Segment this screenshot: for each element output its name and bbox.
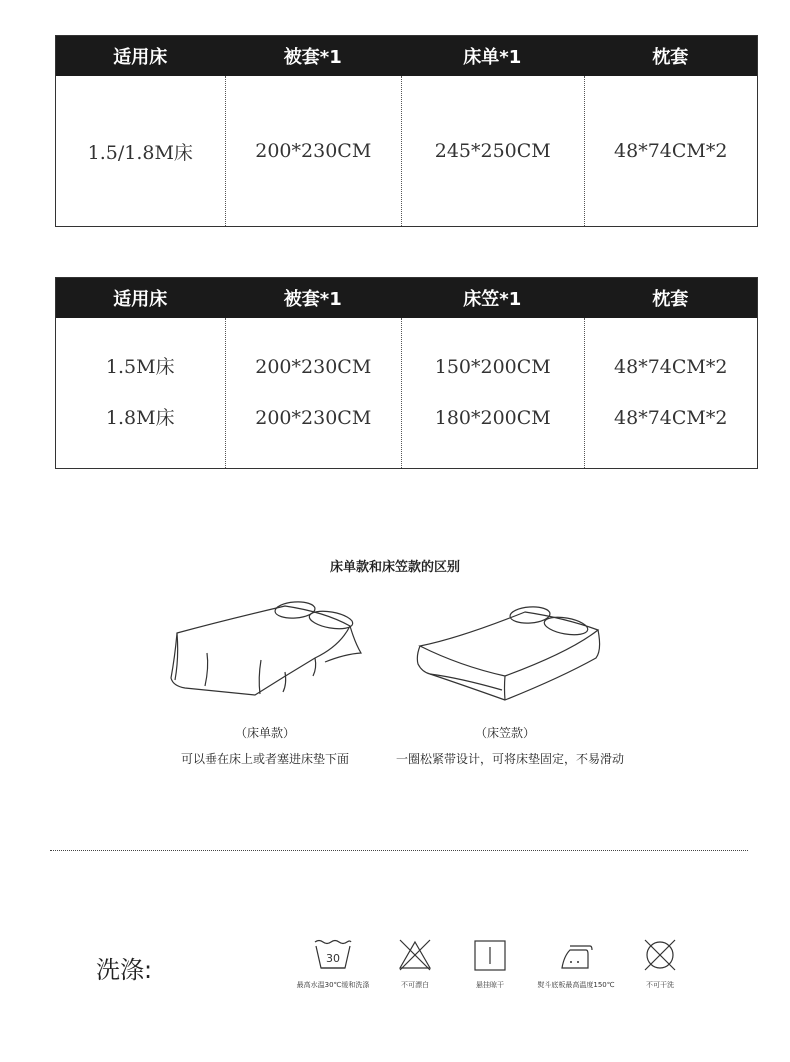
care-item: [525, 938, 627, 990]
header-bed: 适用床: [113, 289, 168, 310]
section-divider: [50, 850, 748, 851]
care-text: 熨斗底板最高温度150℃: [537, 981, 615, 989]
care-item: [630, 938, 690, 990]
no-bleach-icon: [397, 938, 433, 972]
care-text: 不可漂白: [401, 981, 429, 989]
wash-temperature-text: 30: [326, 952, 340, 965]
table-row: [56, 76, 757, 226]
comparison-title: 床单款和床笠款的区别: [329, 560, 460, 575]
cell-sheet-size: 245*250CM: [434, 140, 551, 162]
header-duvet: 被套*1: [283, 47, 342, 68]
fitted-sheet-description: 一圈松紧带设计，可将床垫固定，不易滑动: [395, 752, 624, 766]
header-bed: 适用床: [113, 47, 168, 68]
care-text: 最高水温30℃缓和洗涤: [296, 981, 370, 989]
table-body: [56, 318, 757, 468]
flat-sheet-bed-icon: [165, 598, 365, 716]
flat-sheet-description: 可以垂在床上或者塞进床垫下面: [180, 752, 349, 766]
no-dry-clean-icon: [642, 938, 678, 972]
cell-pillowcase-size: 48*74CM*2: [614, 140, 728, 162]
wash-30-icon: [313, 938, 353, 972]
hang-dry-icon: [472, 938, 508, 972]
cell-fitted-size: 180*200CM: [434, 407, 551, 429]
flat-sheet-label: （床单款）: [234, 726, 295, 740]
size-table-fitted-sheet: [55, 277, 758, 469]
cell-duvet-size: 200*230CM: [255, 356, 372, 378]
care-item: [288, 938, 378, 990]
cell-fitted-size: 150*200CM: [434, 356, 551, 378]
cell-bed-size: 1.5/1.8M床: [87, 141, 193, 164]
care-text: 不可干洗: [646, 981, 674, 989]
cell-duvet-size: 200*230CM: [255, 407, 372, 429]
care-item: [385, 938, 445, 990]
header-pillowcase: 枕套: [652, 289, 689, 310]
fitted-sheet-label: （床笠款）: [474, 726, 535, 740]
cell-duvet-size: 200*230CM: [255, 140, 372, 162]
header-sheet: 床单*1: [463, 47, 522, 68]
iron-150-icon: [556, 938, 596, 972]
cell-pillowcase-size: 48*74CM*2: [614, 407, 728, 429]
table-header: [56, 36, 757, 76]
cell-bed-size: 1.5M床: [105, 356, 175, 378]
header-fitted: 床笠*1: [463, 289, 522, 310]
care-item: [460, 938, 520, 990]
table-header: [56, 278, 757, 318]
fitted-sheet-bed-icon: [410, 598, 610, 716]
size-table-flat-sheet: [55, 35, 758, 227]
header-pillowcase: 枕套: [652, 47, 689, 68]
header-duvet: 被套*1: [283, 289, 342, 310]
wash-label: 洗涤:: [96, 956, 153, 984]
cell-pillowcase-size: 48*74CM*2: [614, 356, 728, 378]
cell-bed-size: 1.8M床: [105, 407, 175, 429]
care-text: 悬挂晾干: [476, 981, 504, 989]
